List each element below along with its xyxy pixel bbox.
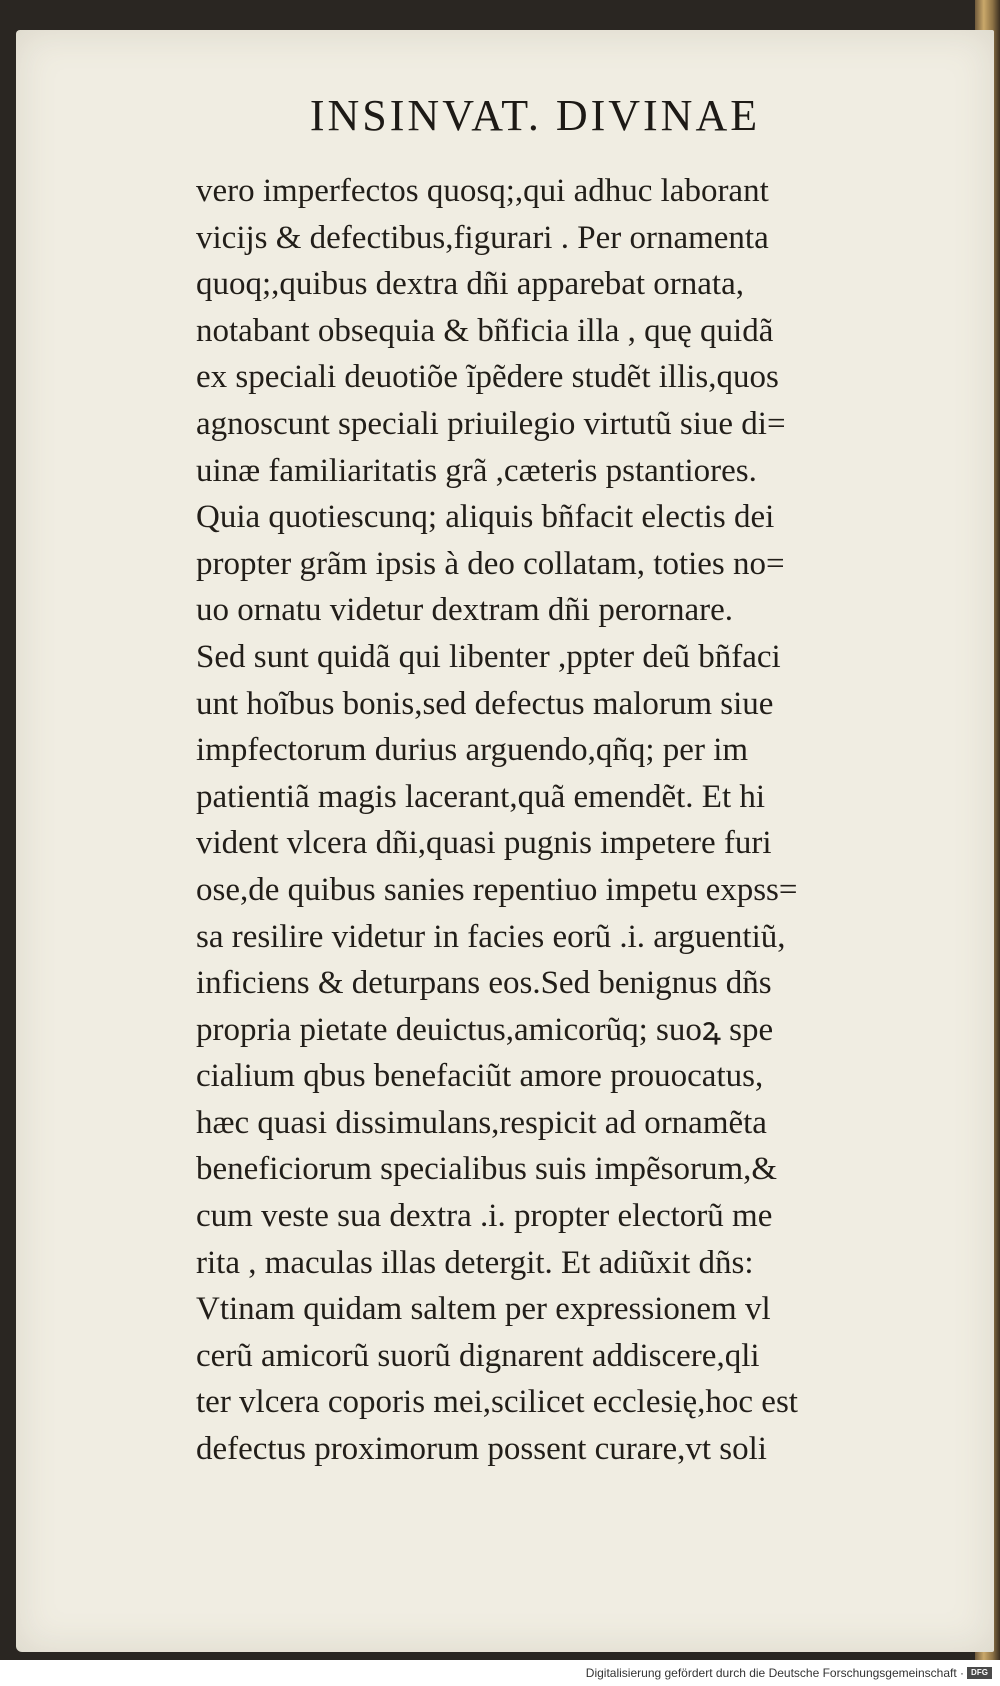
text-line: propria pietate deuictus,amicorũq; suoꝝ spe <box>196 1011 774 1048</box>
text-line: Quia quotiescunq; aliquis bñfacit electis dei <box>196 499 775 536</box>
book-page <box>16 30 994 1652</box>
text-line: Sed sunt quidã qui libenter ,ppter deũ bñfaci <box>196 638 781 675</box>
body-text <box>196 168 926 1473</box>
dfg-logo: DFG <box>967 1667 992 1679</box>
text-line: defectus proximorum possent curare,vt soli <box>196 1431 767 1468</box>
text-line: vicijs & defectibus,figurari . Per ornamenta <box>196 219 769 256</box>
text-line: vident vlcera dñi,quasi pugnis impetere furi <box>196 825 772 862</box>
running-header: INSINVAT. DIVINAE <box>309 91 761 140</box>
text-line: uo ornatu videtur dextram dñi perornare. <box>196 592 733 629</box>
text-line: rita , maculas illas detergit. Et adiũxit dñs: <box>196 1244 754 1281</box>
text-line: Vtinam quidam saltem per expressionem vl <box>196 1291 771 1328</box>
text-line: inficiens & deturpans eos.Sed benignus dñs <box>196 965 772 1002</box>
text-line: quoq;,quibus dextra dñi apparebat ornata, <box>196 266 744 303</box>
text-line: beneficiorum specialibus suis impẽsorum,& <box>196 1151 778 1188</box>
text-line: unt hoĩbus bonis,sed defectus malorum siue <box>196 685 774 722</box>
text-line: uinæ familiaritatis grã ,cæteris pstantiores. <box>196 452 757 489</box>
text-line: cerũ amicorũ suorũ dignarent addiscere,qli <box>196 1337 760 1374</box>
text-line: ex speciali deuotiõe ĩpẽdere studẽt illis,quos <box>196 359 779 396</box>
text-line: vero imperfectos quosq;,qui adhuc laborant <box>196 173 769 209</box>
text-line: cum veste sua dextra .i. propter electorũ me <box>196 1198 773 1235</box>
text-line: sa resilire videtur in facies eorũ .i. arguentiũ, <box>196 918 786 955</box>
digitization-footer <box>0 1660 1000 1686</box>
text-line: notabant obsequia & bñficia illa , quę quidã <box>196 312 774 349</box>
text-line: agnoscunt speciali priuilegio virtutũ siue di= <box>196 405 786 442</box>
text-line: ter vlcera coporis mei,scilicet ecclesię,hoc est <box>196 1384 798 1421</box>
text-line: propter grãm ipsis à deo collatam, toties no= <box>196 545 785 582</box>
text-line: patientiã magis lacerant,quã emendẽt. Et hi <box>196 778 766 815</box>
funding-notice: Digitalisierung gefördert durch die Deutsche Forschungsgemeinschaft · <box>585 1666 964 1680</box>
text-line: hæc quasi dissimulans,respicit ad ornamẽta <box>196 1104 767 1141</box>
text-line: cialium qbus benefaciũt amore prouocatus, <box>196 1058 764 1095</box>
text-line: ose,de quibus sanies repentiuo impetu expss= <box>196 871 798 908</box>
text-line: impfectorum durius arguendo,qñq; per im <box>196 732 749 769</box>
